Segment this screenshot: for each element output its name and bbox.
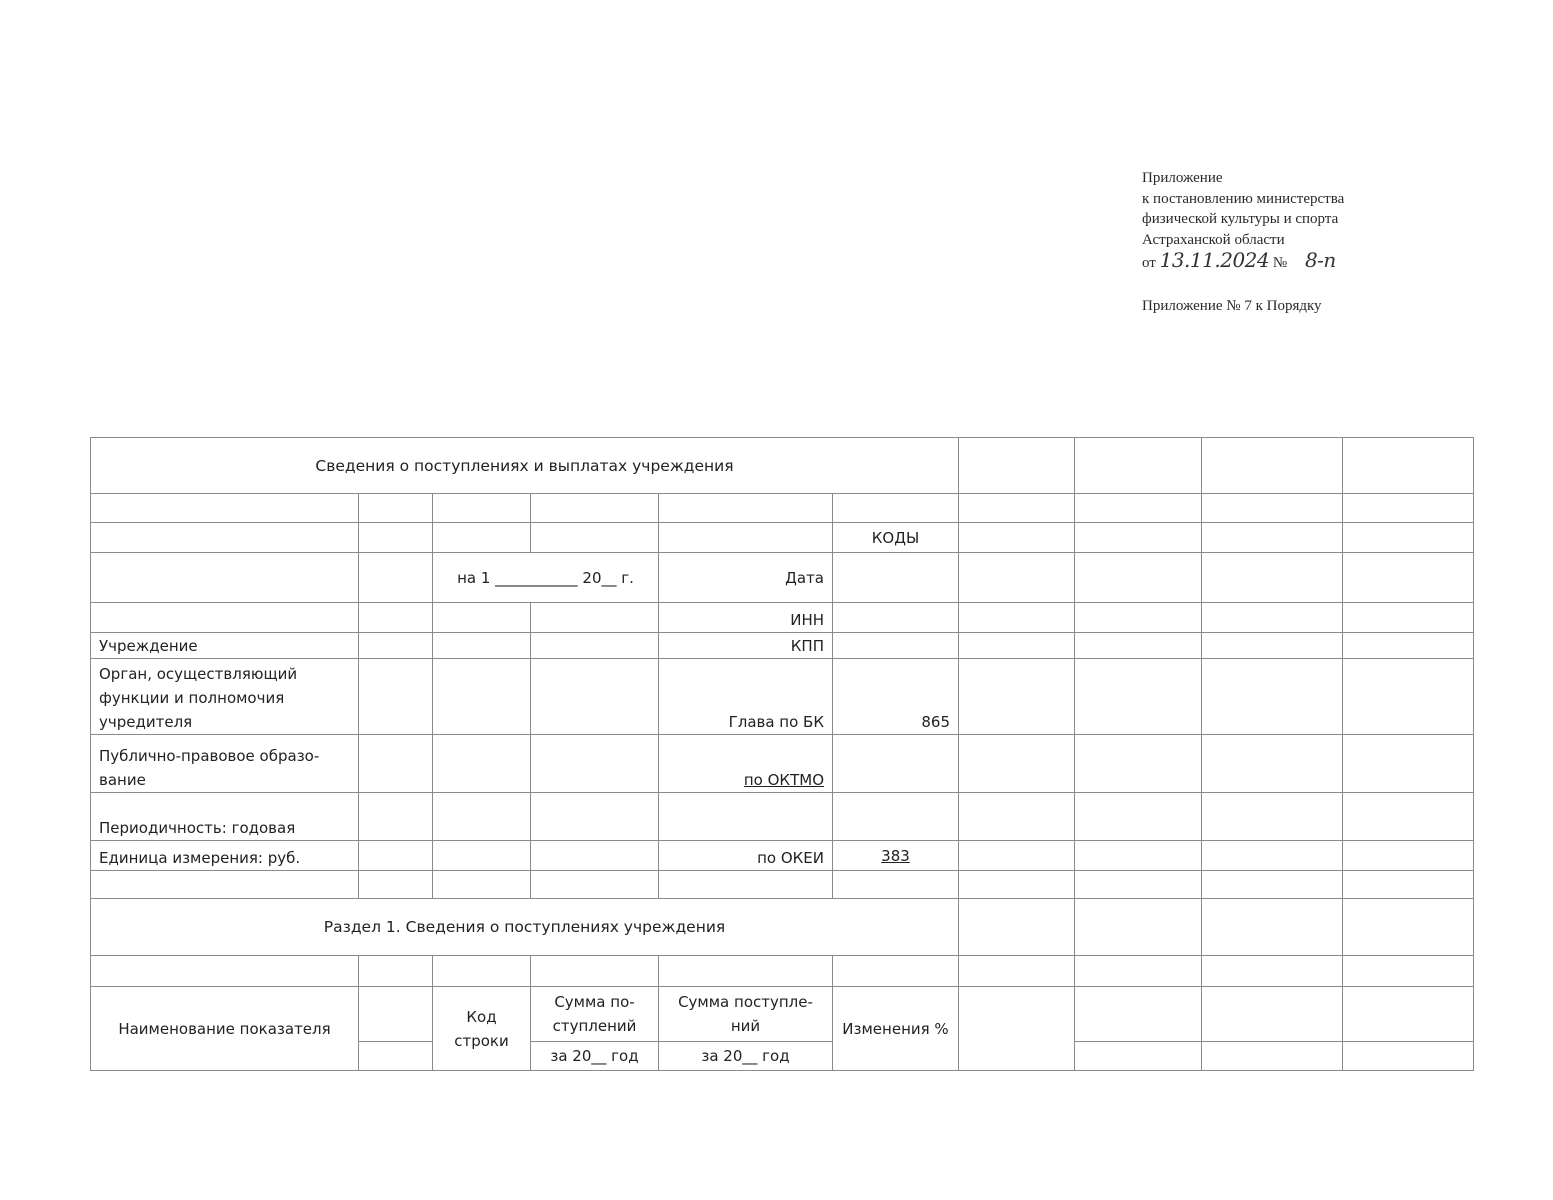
unit-label: Единица измерения: руб. [91, 841, 359, 871]
form-title: Сведения о поступлениях и выплатах учреждения [91, 438, 959, 494]
column-header-sum1: Сумма по-ступлений [531, 987, 659, 1042]
glava-value: 865 [833, 659, 959, 735]
handwritten-number: 8-п [1304, 248, 1336, 272]
appendix-label: Приложение № 7 к Порядку [1142, 297, 1322, 314]
number-label: № [1272, 255, 1288, 271]
inn-code-cell[interactable] [833, 603, 959, 633]
column-header-change: Изменения % [833, 987, 959, 1071]
header-line-4: Астраханской области [1142, 231, 1285, 248]
column-header-year1: за 20__ год [531, 1042, 659, 1071]
column-header-code: Код строки [433, 987, 531, 1071]
report-form-table [90, 437, 1474, 1071]
report-date-text: на 1 ___________ 20__ г. [433, 553, 659, 603]
date-prefix: от [1142, 255, 1156, 271]
founder-label: Орган, осуществляющий функции и полномочия учредителя [91, 659, 359, 735]
institution-label: Учреждение [91, 633, 359, 659]
date-label: Дата [659, 553, 833, 603]
header-date-line [1142, 250, 1402, 274]
handwritten-date: 13.11.2024 [1159, 248, 1270, 272]
kpp-label: КПП [659, 633, 833, 659]
column-header-name: Наименование показателя [91, 987, 359, 1071]
header-line-1: Приложение [1142, 170, 1223, 186]
glava-label: Глава по БК [659, 659, 833, 735]
oktmo-label: по ОКТМО [659, 735, 833, 793]
oktmo-code-cell[interactable] [833, 735, 959, 793]
header-line-2: к постановлению министерства [1142, 190, 1345, 207]
header-line-3: физической культуры и спорта [1142, 211, 1339, 227]
date-code-cell[interactable] [833, 553, 959, 603]
kpp-code-cell[interactable] [833, 633, 959, 659]
okei-label: по ОКЕИ [659, 841, 833, 871]
section-1-title: Раздел 1. Сведения о поступлениях учреждения [91, 899, 959, 956]
codes-header: КОДЫ [833, 523, 959, 553]
inn-label: ИНН [659, 603, 833, 633]
okei-value: 383 [833, 841, 959, 871]
approval-header [1142, 168, 1402, 316]
municipality-label: Публично-правовое образо-вание [91, 735, 359, 793]
periodicity-label: Периодичность: годовая [91, 793, 359, 841]
column-header-year2: за 20__ год [659, 1042, 833, 1071]
column-header-sum2: Сумма поступле-ний [659, 987, 833, 1042]
